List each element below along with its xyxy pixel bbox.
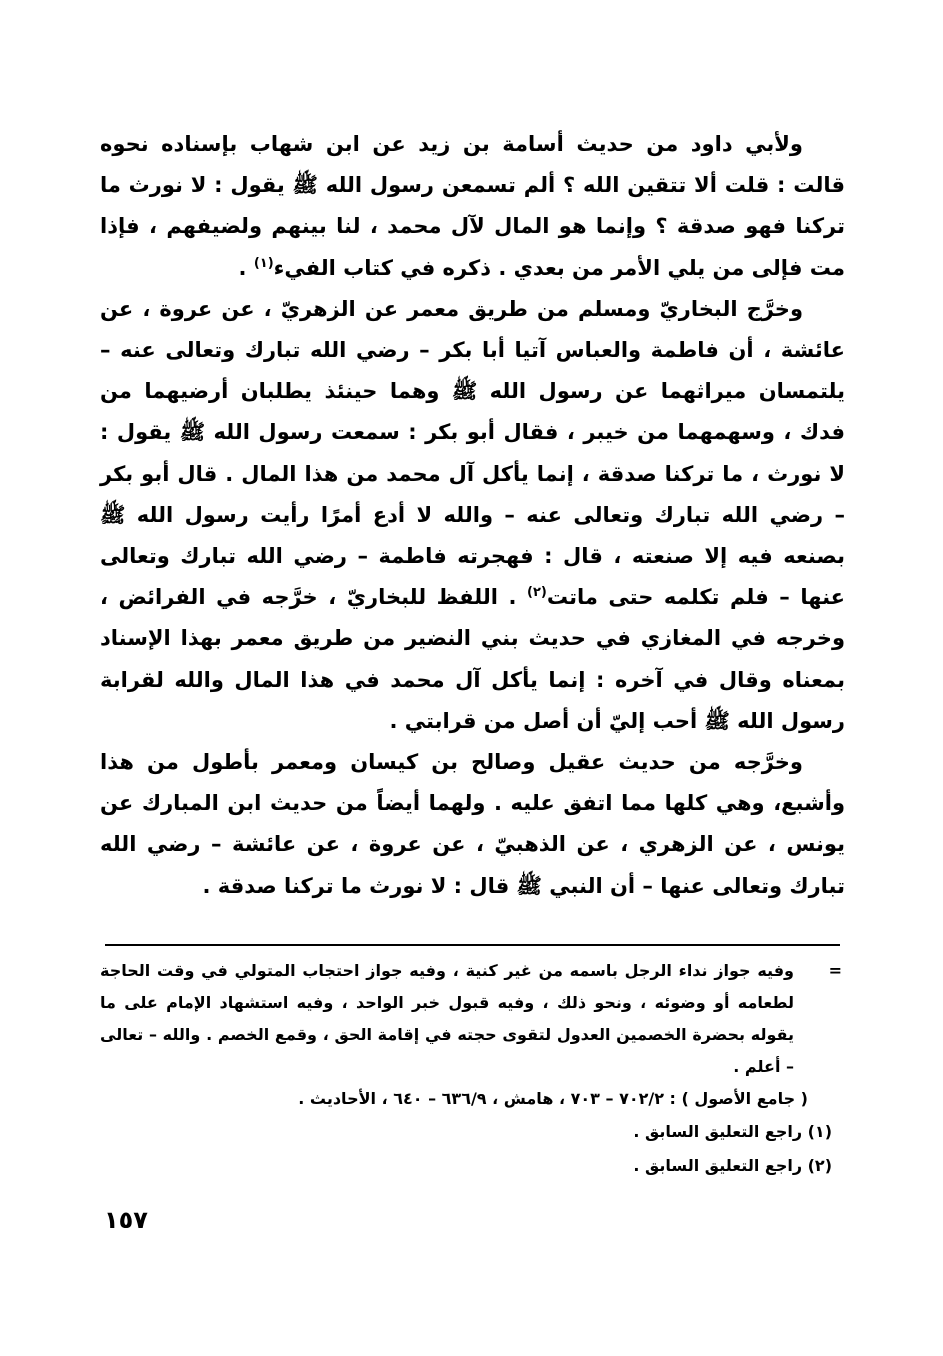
footnote-2: (٢) راجع التعليق السابق . — [633, 1156, 832, 1175]
footnote-ref-2[interactable]: (٢) — [527, 585, 547, 601]
footnotes-section — [100, 955, 842, 1183]
footnote-1: (١) راجع التعليق السابق . — [633, 1122, 832, 1141]
paragraph-aqil-salih: وخرَّجه من حديث عقيل وصالح بن كيسان ومعمر بأطول من هذا وأشبع، وهي كلها مما اتفق عليه . ولهما أيضاً من حديث ابن المبارك عن يونس ، عن الزهري ، عن الذهبيّ ، عن عروة ، عن عائشة – رضي الله تبارك وتعالى عنها – أن النبي ﷺ قال : لا نورث ما تركنا صدقة . — [100, 750, 845, 898]
page-number: ١٥٧ — [104, 1206, 148, 1234]
paragraph-bukhari-muslim: وخرَّج البخاريّ ومسلم من طريق معمر عن الزهريّ ، عن عروة ، عن عائشة ، أن فاطمة والعباس آتيا أبا بكر – رضي الله تبارك وتعالى عنه – يلتمسان ميراثهما عن رسول الله ﷺ وهما حينئذ يطلبان أرضيهما من فدك ، وسهمهما من خيبر ، فقال أبو بكر : سمعت رسول الله ﷺ يقول : لا نورث ، ما تركنا صدقة ، إنما يأكل آل محمد من هذا المال . قال أبو بكر – رضي الله تبارك وتعالى عنه – والله لا أدع أمرًا رأيت رسول الله ﷺ بصنعه فيه إلا صنعته ، قال : فهجرته فاطمة – رضي الله تبارك وتعالى عنها – فلم تكلمه حتى ماتت$^{(٢)}$ . اللفظ للبخاريّ ، خرَّجه في الفرائض ، وخرجه في المغازي في حديث بني النضير من طريق معمر بهذا الإسناد بمعناه وقال في آخره : إنما يأكل آل محمد في هذا المال والله لقرابة رسول الله ﷺ أحب إليّ أن أصل من قرابتي . — [100, 296, 846, 733]
footnote-continued — [100, 955, 842, 1083]
main-text-body — [100, 124, 845, 907]
footnote-ref-1[interactable]: (١) — [253, 255, 274, 271]
continuation-mark: = — [828, 961, 842, 980]
footnote-continued-text: وفيه جواز نداء الرجل باسمه من غير كنية ، وفيه جواز احتجاب المتولي في وقت الحاجة لطعامه أو وضوئه ، ونحو ذلك ، وفيه قبول خبر الواحد ، وفيه استشهاد الإمام على ما يقوله بحضرة الخصمين العدول لتقوى حجته في إقامة الحق ، وقمع الخصم . والله – تعالى – أعلم . — [100, 961, 794, 1076]
paragraph-abu-dawud: ولأبي داود من حديث أسامة بن زيد عن ابن شهاب بإسناده نحوه قالت : قلت ألا تتقين الله ؟ ألم تسمعن رسول الله ﷺ يقول : لا نورث ما تركنا فهو صدقة ؟ وإنما هو المال لآل محمد ، لنا بينهم ولضيفهم ، فإذا مت فإلى من يلي الأمر من بعدي . ذكره في كتاب الفيء$^{(١)}$ . — [100, 132, 845, 280]
footnote-source: ( جامع الأصول ) : ٧٠٢/٢ – ٧٠٣ ، هامش ، ٦٣٦/٩ – ٦٤٠ ، الأحاديث . — [298, 1089, 808, 1108]
footnote-divider — [105, 944, 840, 946]
